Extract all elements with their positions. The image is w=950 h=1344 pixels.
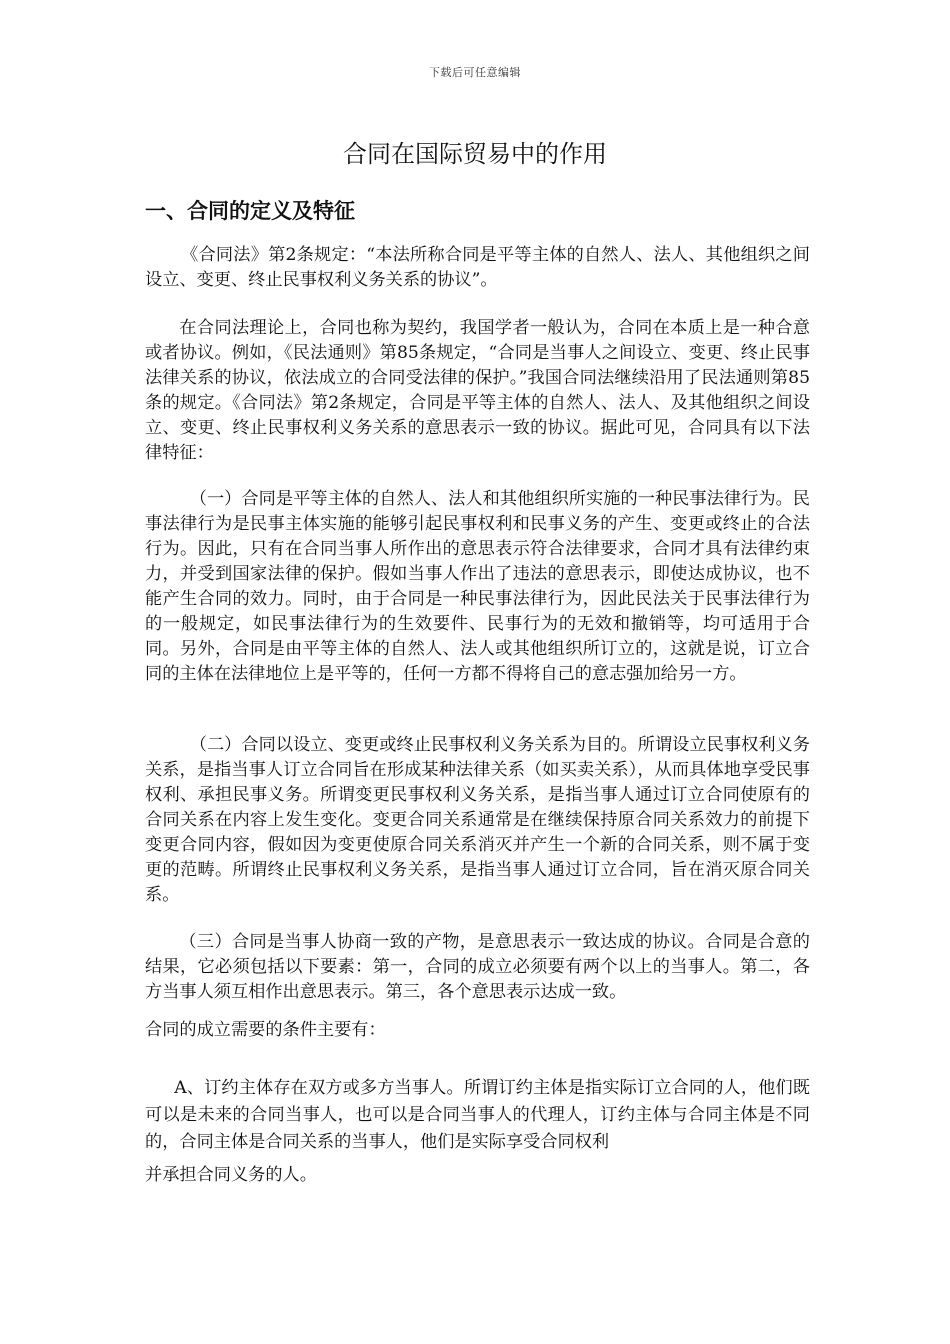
section-heading: 一、合同的定义及特征	[145, 199, 355, 223]
paragraph-contract-law-article-2: 《合同法》第2条规定：“本法所称合同是平等主体的自然人、法人、其他组织之间设立、变更、终止民事权利义务关系的协议”。	[145, 245, 810, 290]
document-title: 合同在国际贸易中的作用	[343, 140, 607, 168]
paragraph-condition-a: A、订约主体存在双方或多方当事人。所谓订约主体是指实际订立合同的人，他们既可以是未来的合同当事人，也可以是合同当事人的代理人，订约主体与合同主体是不同的，合同主体是合同关系的当事人，他们是实际享受合同权利	[145, 1078, 810, 1152]
paragraph-contract-theory: 在合同法理论上，合同也称为契约，我国学者一般认为，合同在本质上是一种合意或者协议。例如，《民法通则》第85条规定，“合同是当事人之间设立、变更、终止民事法律关系的协议，依法成立的合同受法律的保护。”我国合同法继续沿用了民法通则第85条的规定。《合同法》第2条规定，合同是平等主体的自然人、法人、及其他组织之间设立、变更、终止民事权利义务关系的意思表示一致的协议。据此可见，合同具有以下法律特征：	[145, 318, 810, 463]
paragraph-feature-three: （三）合同是当事人协商一致的产物，是意思表示一致达成的协议。合同是合意的结果，它必须包括以下要素：第一，合同的成立必须要有两个以上的当事人。第二，各方当事人须互相作出意思表示。第三，各个意思表示达成一致。	[145, 932, 810, 1002]
paragraph-feature-one: （一）合同是平等主体的自然人、法人和其他组织所实施的一种民事法律行为。民事法律行为是民事主体实施的能够引起民事权利和民事义务的产生、变更或终止的合法行为。因此，只有在合同当事人所作出的意思表示符合法律要求，合同才具有法律约束力，并受到国家法律的保护。假如当事人作出了违法的意思表示，即使达成协议，也不能产生合同的效力。同时，由于合同是一种民事法律行为，因此民法关于民事法律行为的一般规定，如民事法律行为的生效要件、民事行为的无效和撤销等，均可适用于合同。另外，合同是由平等主体的自然人、法人或其他组织所订立的，这就是说，订立合同的主体在法律地位上是平等的，任何一方都不得将自己的意志强加给另一方。	[145, 489, 810, 684]
paragraph-formation-conditions: 合同的成立需要的条件主要有：	[145, 1020, 386, 1040]
paragraph-feature-two: （二）合同以设立、变更或终止民事权利义务关系为目的。所谓设立民事权利义务关系，是指当事人订立合同旨在形成某种法律关系（如买卖关系），从而具体地享受民事权利、承担民事义务。所谓变更民事权利义务关系，是指当事人通过订立合同使原有的合同关系在内容上发生变化。变更合同关系通常是在继续保持原合同关系效力的前提下变更合同内容，假如因为变更使原合同关系消灭并产生一个新的合同关系，则不属于变更的范畴。所谓终止民事权利义务关系，是指当事人通过订立合同，旨在消灭原合同关系。	[145, 735, 810, 905]
page-header-note: 下载后可任意编辑	[429, 66, 521, 79]
paragraph-condition-a-continued: 并承担合同义务的人。	[145, 1165, 317, 1185]
